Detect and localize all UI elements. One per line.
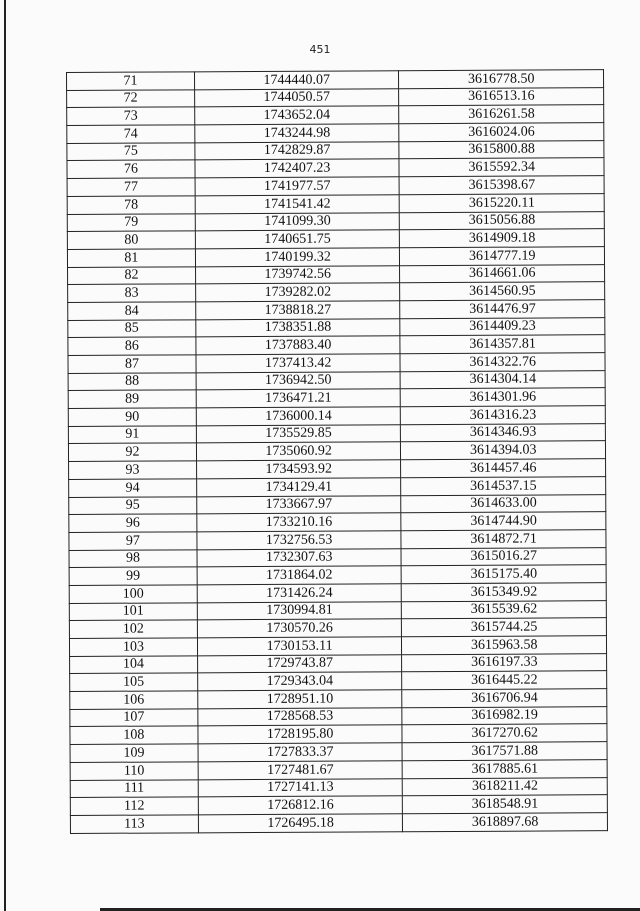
point-number-cell: 84	[68, 302, 196, 320]
table-row	[70, 759, 607, 779]
table-row	[69, 636, 606, 656]
y-coordinate-cell: 3614476.97	[400, 300, 605, 319]
table-row	[69, 459, 606, 479]
table-row	[67, 229, 604, 249]
point-number-cell: 106	[70, 691, 198, 709]
y-coordinate-cell: 3618548.91	[403, 795, 608, 814]
y-coordinate-cell: 3614661.06	[400, 264, 605, 283]
table-row	[67, 87, 604, 107]
coordinates-table-body	[67, 70, 608, 833]
table-row	[69, 512, 606, 532]
point-number-cell: 96	[69, 514, 197, 532]
x-coordinate-cell: 1743244.98	[195, 124, 400, 143]
x-coordinate-cell: 1736000.14	[196, 407, 401, 426]
point-number-cell: 89	[68, 390, 196, 408]
y-coordinate-cell: 3614537.15	[401, 476, 606, 495]
table-row	[68, 335, 605, 355]
y-coordinate-cell: 3615398.67	[399, 176, 604, 195]
table-row	[68, 388, 605, 408]
table-row	[67, 105, 604, 125]
table-row	[68, 370, 605, 390]
point-number-cell: 101	[69, 602, 197, 620]
y-coordinate-cell: 3615349.92	[402, 583, 607, 602]
x-coordinate-cell: 1730153.11	[197, 637, 402, 656]
y-coordinate-cell: 3616706.94	[402, 689, 607, 708]
scan-edge-left	[4, 0, 6, 911]
x-coordinate-cell: 1731426.24	[197, 584, 402, 603]
x-coordinate-cell: 1728195.80	[198, 725, 403, 744]
y-coordinate-cell: 3616513.16	[399, 87, 604, 106]
y-coordinate-cell: 3614322.76	[400, 353, 605, 372]
table-row	[70, 813, 607, 833]
x-coordinate-cell: 1728568.53	[198, 707, 403, 726]
table-row	[67, 211, 604, 231]
y-coordinate-cell: 3614560.95	[400, 282, 605, 301]
point-number-cell: 105	[70, 673, 198, 691]
y-coordinate-cell: 3616024.06	[399, 123, 604, 142]
x-coordinate-cell: 1729343.04	[198, 672, 403, 691]
point-number-cell: 109	[70, 744, 198, 762]
point-number-cell: 97	[69, 532, 197, 550]
x-coordinate-cell: 1738818.27	[196, 301, 401, 320]
y-coordinate-cell: 3614301.96	[401, 388, 606, 407]
point-number-cell: 71	[67, 72, 195, 90]
x-coordinate-cell: 1734593.92	[196, 460, 401, 479]
point-number-cell: 75	[67, 143, 195, 161]
y-coordinate-cell: 3614346.93	[401, 423, 606, 442]
x-coordinate-cell: 1733667.97	[197, 495, 402, 514]
y-coordinate-cell: 3614457.46	[401, 459, 606, 478]
y-coordinate-cell: 3616982.19	[402, 706, 607, 725]
table-row	[69, 583, 606, 603]
x-coordinate-cell: 1736942.50	[196, 371, 401, 390]
y-coordinate-cell: 3615744.25	[402, 618, 607, 637]
point-number-cell: 82	[68, 266, 196, 284]
table-row	[69, 494, 606, 514]
y-coordinate-cell: 3615175.40	[402, 565, 607, 584]
point-number-cell: 93	[69, 461, 197, 479]
x-coordinate-cell: 1730994.81	[197, 601, 402, 620]
y-coordinate-cell: 3614357.81	[400, 335, 605, 354]
y-coordinate-cell: 3615963.58	[402, 636, 607, 655]
table-row	[67, 70, 604, 90]
table-row	[68, 353, 605, 373]
x-coordinate-cell: 1733210.16	[197, 513, 402, 532]
x-coordinate-cell: 1744050.57	[194, 88, 399, 107]
table-row	[67, 247, 604, 267]
y-coordinate-cell: 3614909.18	[400, 229, 605, 248]
point-number-cell: 99	[69, 567, 197, 585]
y-coordinate-cell: 3616197.33	[402, 653, 607, 672]
y-coordinate-cell: 3614304.14	[400, 370, 605, 389]
y-coordinate-cell: 3614744.90	[401, 512, 606, 531]
y-coordinate-cell: 3614633.00	[401, 494, 606, 513]
x-coordinate-cell: 1735060.92	[196, 442, 401, 461]
y-coordinate-cell: 3615592.34	[399, 158, 604, 177]
table-row	[68, 423, 605, 443]
point-number-cell: 110	[70, 762, 198, 780]
y-coordinate-cell: 3615016.27	[401, 547, 606, 566]
y-coordinate-cell: 3614777.19	[400, 247, 605, 266]
table-row	[69, 600, 606, 620]
point-number-cell: 108	[70, 726, 198, 744]
table-row	[70, 671, 607, 691]
y-coordinate-cell: 3616445.22	[402, 671, 607, 690]
point-number-cell: 113	[70, 815, 198, 833]
y-coordinate-cell: 3617270.62	[402, 724, 607, 743]
point-number-cell: 79	[67, 213, 195, 231]
x-coordinate-cell: 1727141.13	[198, 778, 403, 797]
point-number-cell: 78	[67, 196, 195, 214]
y-coordinate-cell: 3614872.71	[401, 530, 606, 549]
x-coordinate-cell: 1726812.16	[198, 796, 403, 815]
x-coordinate-cell: 1744440.07	[194, 71, 399, 90]
point-number-cell: 100	[69, 585, 197, 603]
point-number-cell: 88	[68, 373, 196, 391]
table-row	[67, 123, 604, 143]
table-row	[69, 476, 606, 496]
table-row	[70, 689, 607, 709]
table-row	[70, 653, 607, 673]
x-coordinate-cell: 1742829.87	[195, 142, 400, 161]
point-number-cell: 90	[68, 408, 196, 426]
x-coordinate-cell: 1742407.23	[195, 159, 400, 178]
x-coordinate-cell: 1732756.53	[197, 531, 402, 550]
point-number-cell: 94	[69, 479, 197, 497]
x-coordinate-cell: 1743652.04	[195, 106, 400, 125]
x-coordinate-cell: 1730570.26	[197, 619, 402, 638]
table-row	[69, 565, 606, 585]
x-coordinate-cell: 1727833.37	[198, 743, 403, 762]
table-row	[70, 724, 607, 744]
table-row	[68, 317, 605, 337]
table-row	[68, 282, 605, 302]
table-row	[68, 406, 605, 426]
y-coordinate-cell: 3614409.23	[400, 317, 605, 336]
point-number-cell: 98	[69, 549, 197, 567]
table-row	[70, 706, 607, 726]
point-number-cell: 76	[67, 160, 195, 178]
point-number-cell: 81	[67, 249, 195, 267]
x-coordinate-cell: 1737413.42	[196, 354, 401, 373]
table-row	[67, 158, 604, 178]
table-row	[67, 193, 604, 213]
page-number: 451	[309, 43, 331, 56]
y-coordinate-cell: 3618897.68	[403, 813, 608, 832]
x-coordinate-cell: 1740199.32	[195, 248, 400, 267]
y-coordinate-cell: 3615056.88	[400, 211, 605, 230]
y-coordinate-cell: 3614394.03	[401, 441, 606, 460]
point-number-cell: 92	[68, 443, 196, 461]
table-row	[69, 547, 606, 567]
point-number-cell: 95	[69, 496, 197, 514]
point-number-cell: 80	[67, 231, 195, 249]
point-number-cell: 102	[69, 620, 197, 638]
point-number-cell: 91	[68, 426, 196, 444]
table-row	[68, 441, 605, 461]
x-coordinate-cell: 1741977.57	[195, 177, 400, 196]
point-number-cell: 104	[70, 656, 198, 674]
x-coordinate-cell: 1737883.40	[196, 336, 401, 355]
table-row	[69, 530, 606, 550]
x-coordinate-cell: 1741541.42	[195, 195, 400, 214]
x-coordinate-cell: 1738351.88	[196, 318, 401, 337]
y-coordinate-cell: 3618211.42	[403, 777, 608, 796]
x-coordinate-cell: 1734129.41	[197, 478, 402, 497]
x-coordinate-cell: 1726495.18	[198, 814, 403, 833]
table-row	[70, 795, 607, 815]
x-coordinate-cell: 1740651.75	[195, 230, 400, 249]
point-number-cell: 83	[68, 284, 196, 302]
table-row	[67, 140, 604, 160]
table-row	[69, 618, 606, 638]
y-coordinate-cell: 3614316.23	[401, 406, 606, 425]
point-number-cell: 103	[69, 638, 197, 656]
x-coordinate-cell: 1739282.02	[195, 283, 400, 302]
y-coordinate-cell: 3616778.50	[399, 70, 604, 89]
y-coordinate-cell: 3616261.58	[399, 105, 604, 124]
x-coordinate-cell: 1732307.63	[197, 548, 402, 567]
x-coordinate-cell: 1728951.10	[198, 690, 403, 709]
point-number-cell: 77	[67, 178, 195, 196]
y-coordinate-cell: 3615220.11	[400, 193, 605, 212]
x-coordinate-cell: 1727481.67	[198, 761, 403, 780]
table-row	[68, 264, 605, 284]
point-number-cell: 73	[67, 107, 195, 125]
point-number-cell: 86	[68, 337, 196, 355]
y-coordinate-cell: 3617885.61	[403, 759, 608, 778]
point-number-cell: 85	[68, 319, 196, 337]
y-coordinate-cell: 3615800.88	[399, 140, 604, 159]
x-coordinate-cell: 1741099.30	[195, 212, 400, 231]
point-number-cell: 112	[70, 797, 198, 815]
table-row	[67, 176, 604, 196]
x-coordinate-cell: 1731864.02	[197, 566, 402, 585]
y-coordinate-cell: 3617571.88	[402, 742, 607, 761]
x-coordinate-cell: 1729743.87	[197, 654, 402, 673]
x-coordinate-cell: 1736471.21	[196, 389, 401, 408]
point-number-cell: 74	[67, 125, 195, 143]
table-row	[68, 300, 605, 320]
x-coordinate-cell: 1739742.56	[195, 265, 400, 284]
y-coordinate-cell: 3615539.62	[402, 600, 607, 619]
table-row	[70, 742, 607, 762]
table-row	[70, 777, 607, 797]
x-coordinate-cell: 1735529.85	[196, 425, 401, 444]
point-number-cell: 87	[68, 355, 196, 373]
point-number-cell: 72	[67, 90, 195, 108]
point-number-cell: 111	[70, 779, 198, 797]
coordinates-table	[66, 69, 608, 833]
point-number-cell: 107	[70, 709, 198, 727]
